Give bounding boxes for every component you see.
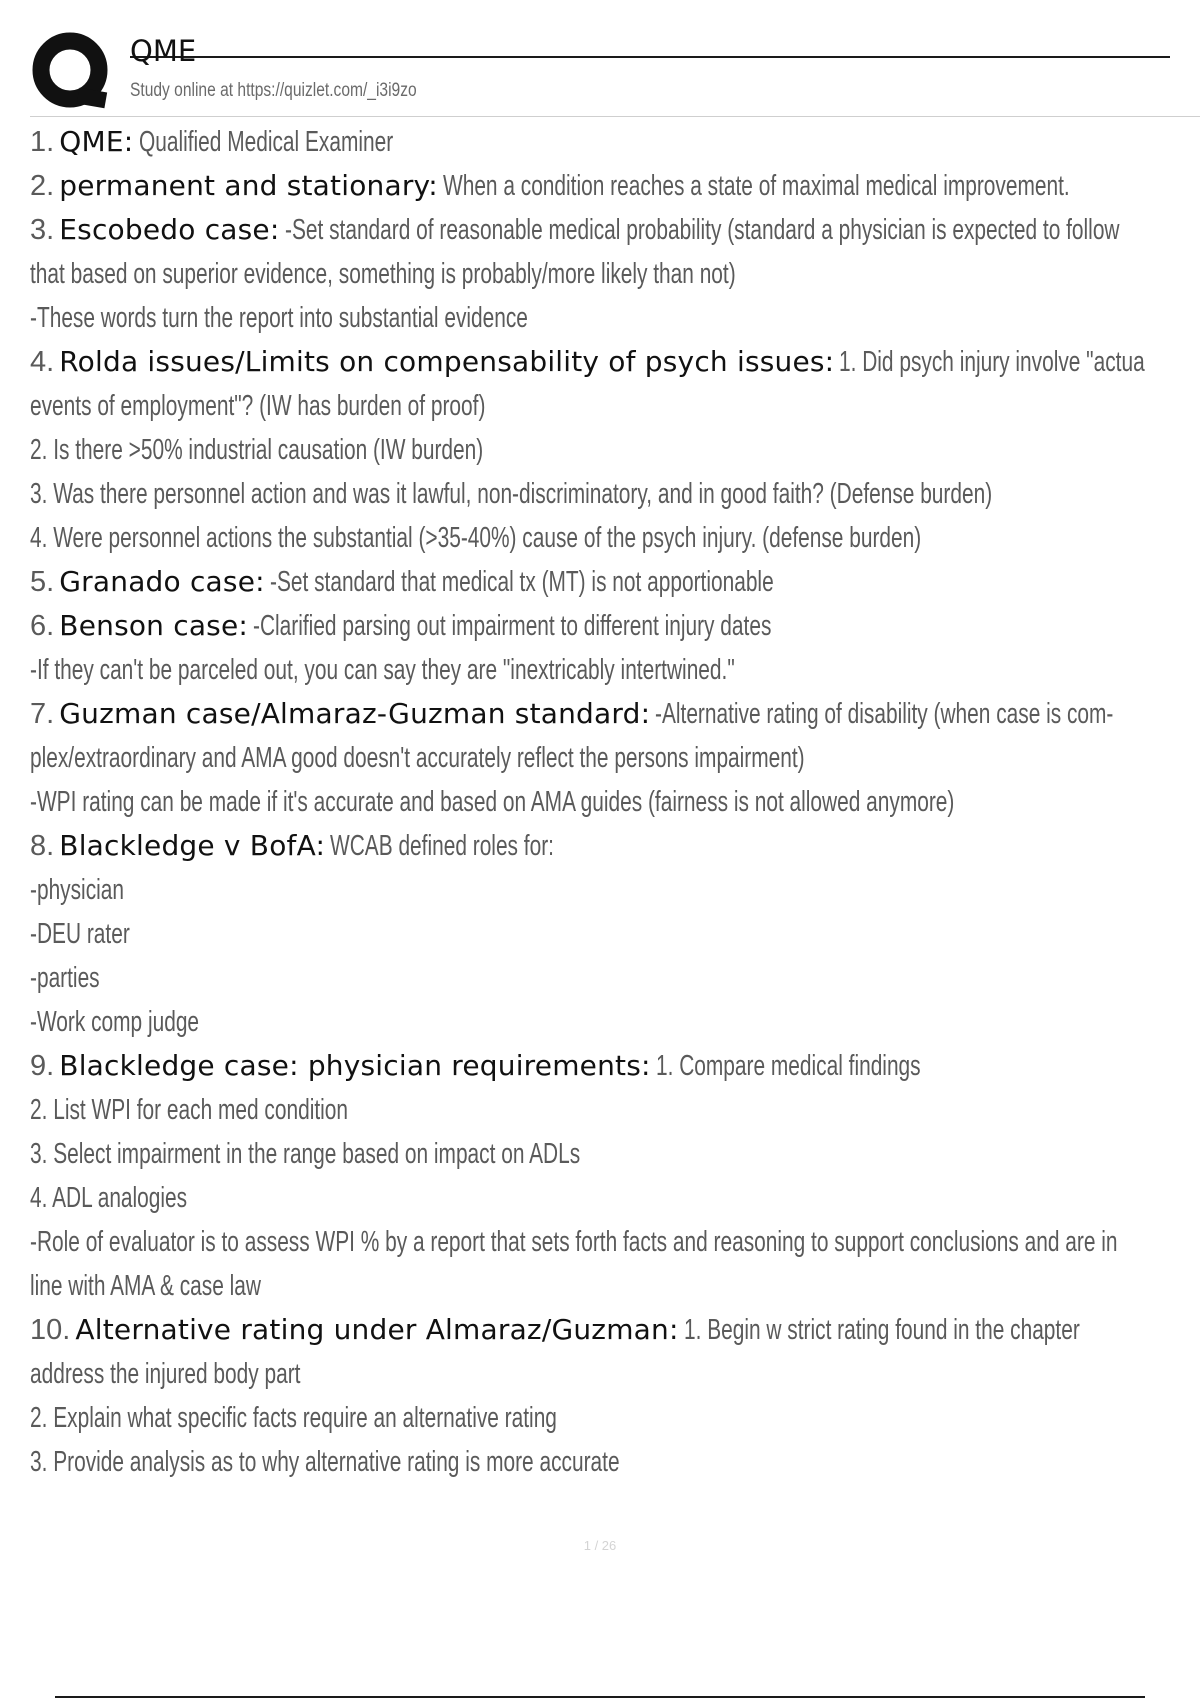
item-definition: 4. ADL analogies xyxy=(30,1182,188,1214)
list-item-continuation xyxy=(30,516,1195,560)
item-definition: address the injured body part xyxy=(30,1358,301,1390)
item-definition: 1. Compare medical findings xyxy=(655,1050,921,1082)
item-definition: -Set standard of reasonable medical probability (standard a physician is expected to follow xyxy=(284,214,1120,246)
item-definition: events of employment"? (IW has burden of proof) xyxy=(30,390,486,422)
item-number: 9. xyxy=(30,1050,55,1082)
item-number: 7. xyxy=(30,698,55,730)
item-definition: 4. Were personnel actions the substantial (>35-40%) cause of the psych injury. (defense burden) xyxy=(30,522,922,554)
item-definition: WCAB defined roles for: xyxy=(330,830,555,862)
list-item-continuation xyxy=(30,956,1195,1000)
item-term: Granado case: xyxy=(59,565,265,598)
item-number: 8. xyxy=(30,830,55,862)
study-online-link[interactable]: Study online at https://quizlet.com/_i3i9zo xyxy=(130,80,417,101)
item-definition: 1. Begin w strict rating found in the chapter xyxy=(683,1314,1080,1346)
item-definition: 1. Did psych injury involve "actua xyxy=(839,346,1146,378)
list-item-continuation xyxy=(30,648,1195,692)
list-item xyxy=(30,340,1195,384)
list-item xyxy=(30,164,1195,208)
list-item xyxy=(30,824,1195,868)
item-term: Rolda issues/Limits on compensability of psych issues: xyxy=(59,345,835,378)
item-definition: Qualified Medical Examiner xyxy=(138,126,393,158)
list-item-continuation xyxy=(30,384,1195,428)
list-item xyxy=(30,208,1195,252)
item-definition: -If they can't be parceled out, you can say they are "inextricably intertwined." xyxy=(30,654,735,686)
list-item-continuation xyxy=(30,912,1195,956)
document-header xyxy=(30,28,1200,118)
item-number: 10. xyxy=(30,1314,71,1346)
item-definition: 3. Was there personnel action and was it lawful, non-discriminatory, and in good faith? (Defense burden) xyxy=(30,478,993,510)
item-number: 1. xyxy=(30,126,55,158)
item-term: Blackledge v BofA: xyxy=(59,829,326,862)
item-definition: -DEU rater xyxy=(30,918,130,950)
page-number: 1 / 26 xyxy=(583,1538,617,1553)
item-definition: 3. Select impairment in the range based on impact on ADLs xyxy=(30,1138,581,1170)
list-item xyxy=(30,604,1195,648)
item-definition: When a condition reaches a state of maximal medical improvement. xyxy=(443,170,1070,202)
list-item-continuation xyxy=(30,868,1195,912)
item-definition: 3. Provide analysis as to why alternative rating is more accurate xyxy=(30,1446,620,1478)
item-definition: 2. List WPI for each med condition xyxy=(30,1094,348,1126)
item-term: QME: xyxy=(59,125,134,158)
item-definition: -Alternative rating of disability (when case is com- xyxy=(655,698,1114,730)
list-item xyxy=(30,1044,1195,1088)
item-definition: plex/extraordinary and AMA good doesn't accurately reflect the persons impairment) xyxy=(30,742,805,774)
item-number: 4. xyxy=(30,346,55,378)
quizlet-logo-icon xyxy=(32,32,114,114)
item-number: 5. xyxy=(30,566,55,598)
item-definition: -Work comp judge xyxy=(30,1006,200,1038)
item-term: Benson case: xyxy=(59,609,249,642)
list-item-continuation xyxy=(30,1220,1195,1264)
header-divider xyxy=(30,116,1200,117)
list-item-continuation xyxy=(30,1000,1195,1044)
list-item-continuation xyxy=(30,428,1195,472)
item-number: 6. xyxy=(30,610,55,642)
item-definition: -Clarified parsing out impairment to different injury dates xyxy=(253,610,772,642)
footer-divider xyxy=(55,1696,1145,1698)
item-definition: -parties xyxy=(30,962,100,994)
list-item-continuation xyxy=(30,1352,1195,1396)
item-definition: -WPI rating can be made if it's accurate and based on AMA guides (fairness is not allowed anymore) xyxy=(30,786,955,818)
list-item-continuation xyxy=(30,1396,1195,1440)
list-item-continuation xyxy=(30,1176,1195,1220)
item-definition: 2. Is there >50% industrial causation (IW burden) xyxy=(30,434,484,466)
flashcard-list xyxy=(30,120,1195,1484)
title-underline xyxy=(130,56,1170,58)
item-definition: -Role of evaluator is to assess WPI % by a report that sets forth facts and reasoning to support conclusions and are in xyxy=(30,1226,1118,1258)
item-definition: -These words turn the report into substantial evidence xyxy=(30,302,528,334)
item-definition: -Set standard that medical tx (MT) is not apportionable xyxy=(269,566,774,598)
item-number: 2. xyxy=(30,170,55,202)
item-number: 3. xyxy=(30,214,55,246)
item-definition: that based on superior evidence, something is probably/more likely than not) xyxy=(30,258,736,290)
item-term: Alternative rating under Almaraz/Guzman: xyxy=(75,1313,679,1346)
list-item-continuation xyxy=(30,296,1195,340)
item-definition: line with AMA & case law xyxy=(30,1270,261,1302)
list-item-continuation xyxy=(30,472,1195,516)
list-item-continuation xyxy=(30,1440,1195,1484)
item-definition: 2. Explain what specific facts require an alternative rating xyxy=(30,1402,557,1434)
list-item-continuation xyxy=(30,1264,1195,1308)
item-term: Escobedo case: xyxy=(59,213,280,246)
list-item-continuation xyxy=(30,780,1195,824)
list-item-continuation xyxy=(30,252,1195,296)
document-title: QME xyxy=(130,34,197,68)
item-term: permanent and stationary: xyxy=(59,169,438,202)
list-item-continuation xyxy=(30,1132,1195,1176)
list-item xyxy=(30,1308,1195,1352)
list-item xyxy=(30,560,1195,604)
list-item xyxy=(30,692,1195,736)
item-definition: -physician xyxy=(30,874,125,906)
list-item xyxy=(30,120,1195,164)
item-term: Guzman case/Almaraz-Guzman standard: xyxy=(59,697,651,730)
item-term: Blackledge case: physician requirements: xyxy=(59,1049,651,1082)
list-item-continuation xyxy=(30,736,1195,780)
list-item-continuation xyxy=(30,1088,1195,1132)
